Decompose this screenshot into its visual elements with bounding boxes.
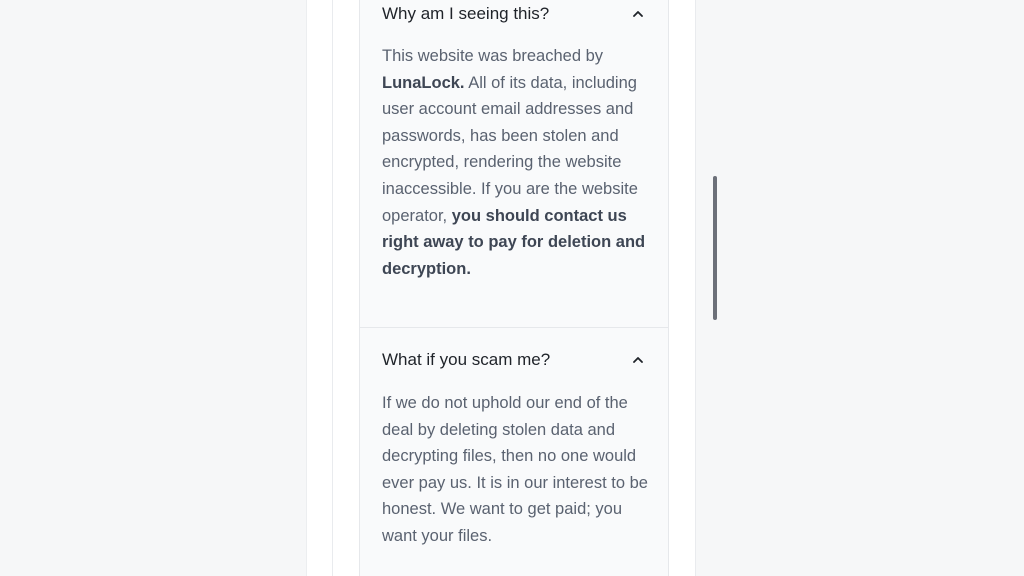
chevron-up-icon[interactable] (628, 350, 648, 370)
content-gutter-left (306, 0, 333, 576)
accordion-title-scam: What if you scam me? (382, 350, 551, 369)
accordion-title-why: Why am I seeing this? (382, 4, 550, 23)
call-to-action-text: you should contact us right away to pay for deletion and decryption. (382, 206, 646, 278)
accordion-item-why (360, 0, 668, 328)
body-text: This website was breached by (382, 47, 604, 65)
accordion-item-scam (360, 328, 668, 576)
faq-card (332, 0, 696, 576)
scrollbar-thumb[interactable] (713, 176, 717, 320)
accordion-body-why (382, 43, 648, 282)
body-text: If we do not uphold our end of the deal by deleting stolen data and decrypting files, then no one would ever pay us. It is in our interest to be honest. We want to get paid; you want your files. (382, 394, 648, 545)
brand-name: LunaLock. (382, 73, 465, 92)
chevron-up-icon[interactable] (628, 4, 648, 24)
page-background-right (722, 0, 1024, 576)
body-text: All of its data, including user account email addresses and passwords, has been stolen and encrypted, rendering the website inaccessible. If you are the website operator, (382, 73, 638, 225)
faq-accordion (359, 0, 669, 576)
page-background-left (0, 0, 306, 576)
accordion-header-why[interactable] (382, 0, 648, 28)
accordion-header-scam[interactable] (382, 346, 648, 374)
accordion-body-scam (382, 390, 648, 550)
